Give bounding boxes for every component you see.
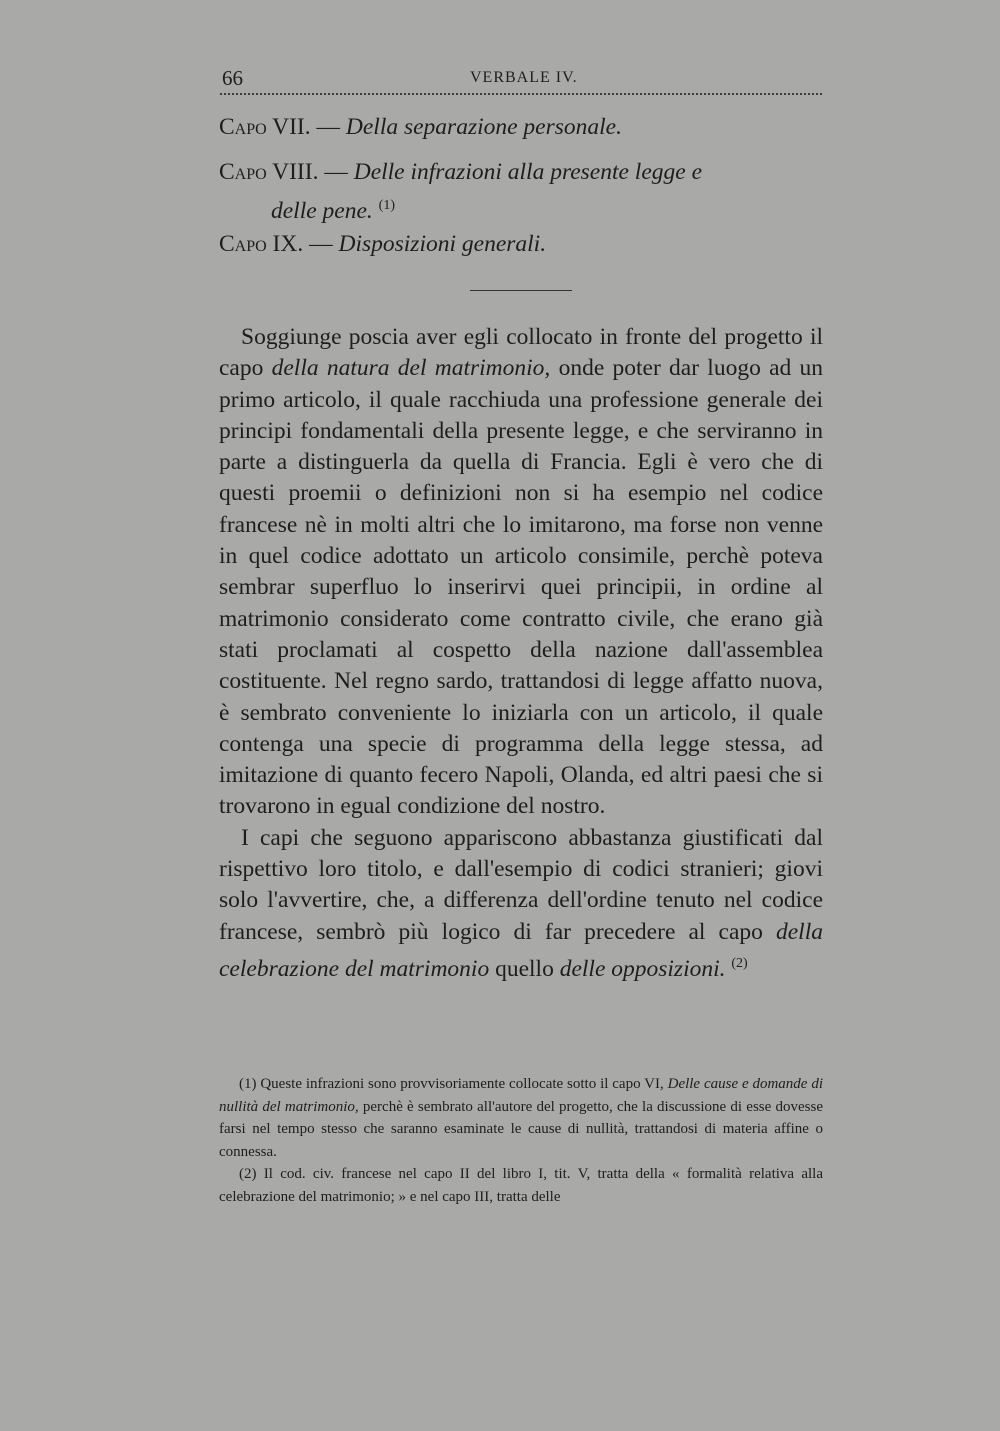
footnote-text: perchè è sembrato all'autore del progetto, che la discussione di esse dovesse farsi nel tempo stesso che saranno esaminate le cause di nullità, trattandosi di materia affine o connessa. bbox=[219, 1098, 823, 1160]
footnote-1 bbox=[219, 1073, 823, 1163]
running-head: VERBALE IV. bbox=[470, 69, 578, 86]
page-number: 66 bbox=[222, 66, 243, 90]
chapter-dash: — bbox=[310, 114, 346, 140]
footnotes bbox=[219, 1073, 823, 1208]
footnote-italic: Delle cause e domande di nullità del matrimonio, bbox=[219, 1076, 823, 1115]
paragraph-italic: della natura del matrimonio, bbox=[271, 355, 551, 382]
chapter-number: Capo VII. bbox=[219, 114, 311, 140]
chapter-dash: — bbox=[303, 231, 339, 257]
body-text bbox=[219, 322, 823, 985]
chapter-title-continued: delle pene. bbox=[271, 198, 373, 224]
chapter-number: Capo IX. bbox=[219, 231, 304, 257]
chapter-heading-ix bbox=[219, 227, 546, 261]
paragraph-2 bbox=[219, 823, 823, 985]
chapter-dash: — bbox=[318, 159, 354, 185]
paragraph-text: quello bbox=[489, 955, 560, 982]
chapter-title: Delle infrazioni alla presente legge e bbox=[353, 159, 703, 185]
footnote-ref-1: (1) bbox=[378, 198, 395, 213]
chapter-number: Capo VIII. bbox=[219, 159, 319, 185]
paragraph-1 bbox=[219, 322, 823, 823]
paragraph-text: Soggiunge poscia aver egli collocato in fronte del progetto il capo bbox=[219, 324, 823, 382]
chapter-heading-viii bbox=[219, 155, 702, 228]
paragraph-italic: delle opposizioni. bbox=[559, 955, 726, 982]
paragraph-text: I capi che seguono appariscono abbastanza giustificati dal rispettivo loro titolo, e dall'esempio di codici stranieri; giovi solo l'avvertire, che, a differenza dell'ordine tenuto nel codice francese, sembrò più logico di far precedere al capo bbox=[219, 824, 823, 945]
chapter-title: Della separazione personale. bbox=[345, 114, 622, 140]
footnote-ref-2: (2) bbox=[731, 955, 748, 971]
footnote-2 bbox=[219, 1163, 823, 1208]
chapter-title: Disposizioni generali. bbox=[338, 231, 547, 257]
section-divider bbox=[470, 290, 572, 291]
chapter-heading-vii bbox=[219, 110, 622, 144]
paragraph-italic: della celebrazione del matrimonio bbox=[219, 918, 823, 982]
footnote-text: (2) Il cod. civ. francese nel capo II del libro I, tit. V, tratta della « formalità relativa alla celebrazione del matrimonio; » e nel capo III, tratta delle bbox=[219, 1166, 823, 1205]
paragraph-text: onde poter dar luogo ad un primo articolo, il quale racchiuda una professione generale dei principi fondamentali della presente legge, e che serviranno in parte a distinguerla da quella di Francia. Egli è vero che di questi proemii o definizioni non si ha esempio nel codice francese nè in molti altri che lo imitarono, ma forse non venne in quel codice adottato un articolo consimile, perchè poteva sembrar superfluo lo inserirvi quei principii, in ordine al matrimonio considerato come contratto civile, che erano già stati proclamati al cospetto della nazione dall'assemblea costituente. Nel regno sardo, trattandosi di legge affatto nuova, è sembrato conveniente lo iniziarla con un articolo, il quale contenga una specie di programma della legge stessa, ad imitazione di quanto fecero Napoli, Olanda, ed altri paesi che si trovarono in egual condizione del nostro. bbox=[219, 355, 824, 820]
header-rule bbox=[220, 93, 822, 95]
footnote-text: (1) Queste infrazioni sono provvisoriamente collocate sotto il capo VI, bbox=[239, 1076, 668, 1092]
